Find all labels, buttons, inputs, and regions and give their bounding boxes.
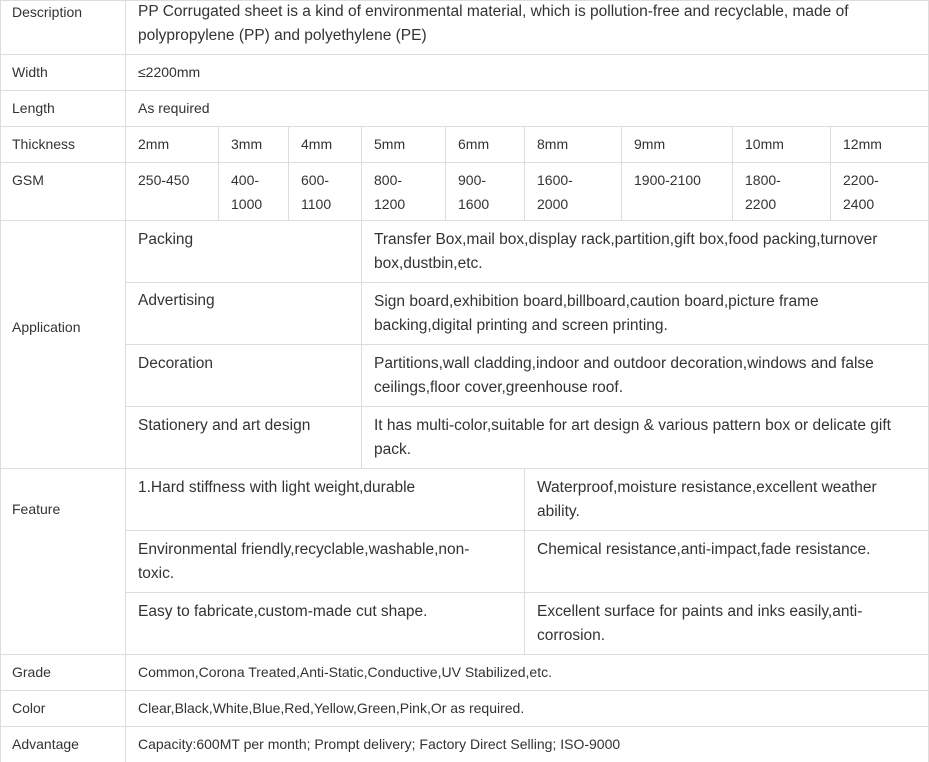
row-divider	[0, 54, 929, 55]
color-value: Clear,Black,White,Blue,Red,Yellow,Green,Pink,Or as required.	[138, 700, 525, 716]
width-label: Width	[12, 64, 48, 80]
thickness-value: 4mm	[301, 136, 333, 152]
application-item-name: Decoration	[138, 355, 213, 372]
thickness-value: 10mm	[745, 136, 784, 152]
gsm-value: 900-1600	[458, 172, 490, 212]
width-value: ≤2200mm	[138, 64, 201, 80]
color-label: Color	[12, 700, 46, 716]
gsm-value: 1600-2000	[537, 172, 573, 212]
thickness-value: 12mm	[843, 136, 882, 152]
thickness-value: 6mm	[458, 136, 490, 152]
gsm-value: 250-450	[138, 172, 190, 188]
thickness-value: 8mm	[537, 136, 569, 152]
row-divider	[0, 162, 929, 163]
gsm-value: 400-1000	[231, 172, 263, 212]
col-divider	[125, 0, 126, 762]
row-divider	[0, 654, 929, 655]
gsm-value: 800-1200	[374, 172, 406, 212]
row-divider	[125, 282, 929, 283]
col-divider	[288, 126, 289, 220]
col-divider	[524, 468, 525, 654]
gsm-value: 1800-2200	[745, 172, 781, 212]
col-divider	[732, 126, 733, 220]
thickness-value: 5mm	[374, 136, 406, 152]
row-divider	[0, 90, 929, 91]
col-divider	[445, 126, 446, 220]
gsm-label: GSM	[12, 172, 44, 188]
feature-item: 1.Hard stiffness with light weight,durable	[138, 479, 416, 496]
row-divider	[125, 592, 929, 593]
application-item-desc: Transfer Box,mail box,display rack,partition,gift box,food packing,turnover box,dustbin,etc.	[374, 231, 878, 272]
advantage-value: Capacity:600MT per month; Prompt delivery; Factory Direct Selling; ISO-9000	[138, 736, 621, 752]
row-divider	[0, 126, 929, 127]
grade-value: Common,Corona Treated,Anti-Static,Conductive,UV Stabilized,etc.	[138, 664, 552, 680]
thickness-value: 3mm	[231, 136, 263, 152]
row-divider	[0, 220, 929, 221]
thickness-value: 9mm	[634, 136, 666, 152]
gsm-value: 2200-2400	[843, 172, 879, 212]
thickness-label: Thickness	[12, 136, 76, 152]
row-divider	[125, 406, 929, 407]
length-label: Length	[12, 100, 55, 116]
col-divider	[0, 0, 1, 762]
application-item-name: Packing	[138, 231, 194, 248]
application-label: Application	[12, 319, 81, 335]
gsm-value: 600-1100	[301, 172, 332, 212]
length-value: As required	[138, 100, 210, 116]
feature-item: Excellent surface for paints and inks easily,anti-corrosion.	[537, 603, 863, 644]
description-label: Description	[12, 4, 83, 20]
row-divider	[0, 690, 929, 691]
row-divider	[125, 344, 929, 345]
application-item-desc: It has multi-color,suitable for art design & various pattern box or delicate gift pack.	[374, 417, 891, 458]
description-value: PP Corrugated sheet is a kind of environmental material, which is pollution-free and recyclable, made of polypropylene (PP) and polyethylene (PE)	[138, 3, 849, 44]
feature-item: Waterproof,moisture resistance,excellent weather ability.	[537, 479, 877, 520]
row-divider	[0, 468, 929, 469]
application-item-desc: Sign board,exhibition board,billboard,caution board,picture frame backing,digital printing and screen printing.	[374, 293, 819, 334]
grade-label: Grade	[12, 664, 51, 680]
thickness-value: 2mm	[138, 136, 170, 152]
application-item-name: Stationery and art design	[138, 417, 311, 434]
col-divider	[524, 126, 525, 220]
col-divider	[218, 126, 219, 220]
col-divider	[621, 126, 622, 220]
application-item-desc: Partitions,wall cladding,indoor and outdoor decoration,windows and false ceilings,floor cover,greenhouse roof.	[374, 355, 874, 396]
feature-label: Feature	[12, 501, 61, 517]
feature-item: Easy to fabricate,custom-made cut shape.	[138, 603, 428, 620]
application-item-name: Advertising	[138, 292, 215, 309]
feature-item: Environmental friendly,recyclable,washable,non-toxic.	[138, 541, 470, 582]
gsm-value: 1900-2100	[634, 172, 701, 188]
row-divider	[0, 726, 929, 727]
col-divider	[361, 126, 362, 468]
row-divider	[125, 530, 929, 531]
col-divider	[830, 126, 831, 220]
advantage-label: Advantage	[12, 736, 79, 752]
feature-item: Chemical resistance,anti-impact,fade resistance.	[537, 541, 871, 558]
